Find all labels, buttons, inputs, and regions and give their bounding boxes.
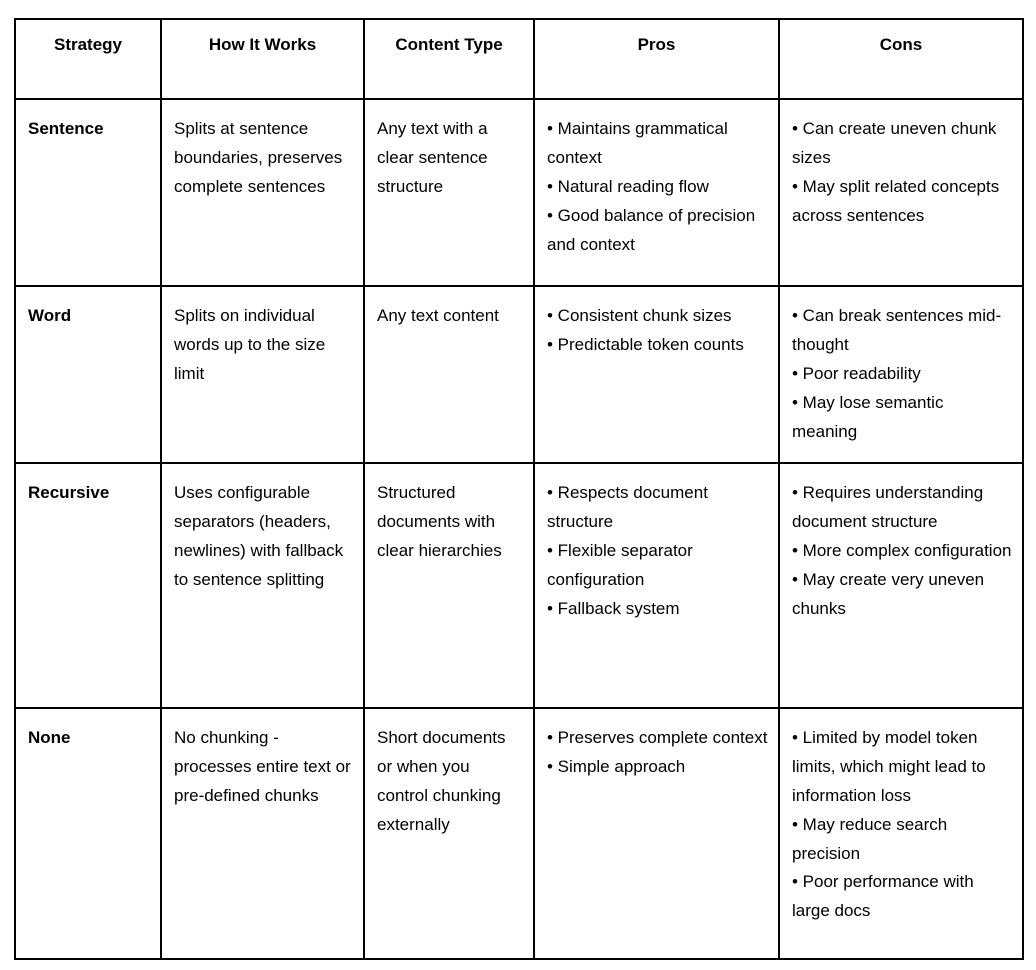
chunking-strategy-table: [14, 18, 1024, 960]
pro-bullet-item: • Fallback system: [547, 598, 680, 618]
cell-pros: [534, 708, 779, 959]
con-bullet-item: • Requires understanding document structure: [792, 483, 984, 531]
cell-strategy: None: [15, 708, 161, 959]
col-header-content-type: Content Type: [364, 19, 534, 99]
con-bullet-item: • Poor readability: [792, 363, 921, 383]
cell-strategy: Word: [15, 286, 161, 463]
pro-bullet-item: • Maintains grammatical context: [547, 119, 728, 167]
pro-bullet-item: • Simple approach: [547, 756, 686, 776]
con-bullet-item: • Limited by model token limits, which might lead to information loss: [792, 728, 986, 805]
pro-bullet-item: • Consistent chunk sizes: [547, 306, 732, 325]
cell-content-type: Any text content: [364, 286, 534, 463]
con-bullet-item: • Can create uneven chunk sizes: [792, 119, 997, 167]
table-row: [15, 463, 1023, 708]
cell-strategy: Sentence: [15, 99, 161, 286]
con-bullet-item: • May reduce search precision: [792, 814, 948, 863]
col-header-cons: Cons: [779, 19, 1023, 99]
col-header-strategy: Strategy: [15, 19, 161, 99]
cell-pros: [534, 99, 779, 286]
col-header-how-it-works: How It Works: [161, 19, 364, 99]
cell-cons: [779, 286, 1023, 463]
table-row: [15, 286, 1023, 463]
table-row: [15, 708, 1023, 959]
table-row: [15, 99, 1023, 286]
con-bullet-item: • More complex configuration: [792, 540, 1012, 560]
con-bullet-item: • Poor performance with large docs: [792, 872, 974, 921]
cell-how-it-works: No chunking - processes entire text or pre-defined chunks: [161, 708, 364, 959]
cell-cons: [779, 708, 1023, 959]
con-bullet-item: • May split related concepts across sentences: [792, 176, 1000, 225]
cell-pros: [534, 463, 779, 708]
pro-bullet-item: • Respects document structure: [547, 483, 708, 531]
cell-strategy: Recursive: [15, 463, 161, 708]
pro-bullet-item: • Flexible separator configuration: [547, 540, 693, 589]
col-header-pros: Pros: [534, 19, 779, 99]
pro-bullet-item: • Good balance of precision and context: [547, 205, 756, 254]
cell-pros: [534, 286, 779, 463]
pro-bullet-item: • Predictable token counts: [547, 334, 744, 354]
cell-cons: [779, 99, 1023, 286]
cell-how-it-works: Uses configurable separators (headers, newlines) with fallback to sentence splitting: [161, 463, 364, 708]
con-bullet-item: • Can break sentences mid-thought: [792, 306, 1002, 354]
cell-how-it-works: Splits on individual words up to the size limit: [161, 286, 364, 463]
cell-content-type: Short documents or when you control chunking externally: [364, 708, 534, 959]
table-body: [15, 99, 1023, 959]
pro-bullet-item: • Preserves complete context: [547, 728, 768, 747]
con-bullet-item: • May create very uneven chunks: [792, 569, 985, 618]
pro-bullet-item: • Natural reading flow: [547, 176, 709, 196]
table-header-row: [15, 19, 1023, 99]
cell-cons: [779, 463, 1023, 708]
con-bullet-item: • May lose semantic meaning: [792, 392, 944, 441]
cell-how-it-works: Splits at sentence boundaries, preserves complete sentences: [161, 99, 364, 286]
cell-content-type: Structured documents with clear hierarchies: [364, 463, 534, 708]
cell-content-type: Any text with a clear sentence structure: [364, 99, 534, 286]
